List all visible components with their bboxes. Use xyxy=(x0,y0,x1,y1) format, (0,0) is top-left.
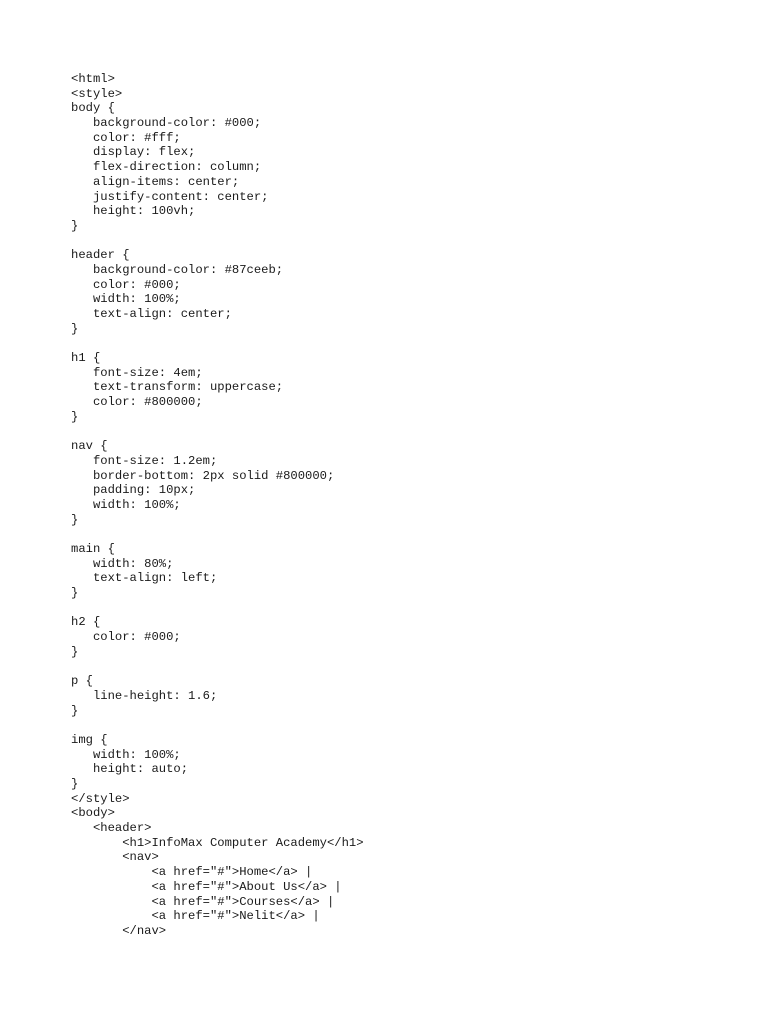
code-line: height: auto; xyxy=(71,762,189,777)
code-line: } xyxy=(71,586,79,601)
code-line: font-size: 1.2em; xyxy=(71,453,218,468)
code-line: <a href="#">Home</a> | xyxy=(71,865,313,880)
code-line xyxy=(71,718,364,733)
code-line: background-color: #87ceeb; xyxy=(71,262,284,277)
code-line: text-align: left; xyxy=(71,571,218,586)
code-line: text-align: center; xyxy=(71,307,232,321)
code-line: background-color: #000; xyxy=(71,116,262,131)
code-line: header { xyxy=(71,248,130,263)
code-line: </style> xyxy=(71,791,130,806)
code-line xyxy=(71,660,364,675)
code-line: <a href="#">About Us</a> | xyxy=(71,879,342,894)
code-line: <html> xyxy=(71,72,115,86)
code-line: } xyxy=(71,777,79,791)
code-line: justify-content: center; xyxy=(71,189,269,204)
code-line: body { xyxy=(71,101,115,116)
code-line: <body> xyxy=(71,806,115,821)
code-line: } xyxy=(71,512,79,527)
code-line: nav { xyxy=(71,439,108,454)
code-line xyxy=(71,234,364,249)
code-line: </nav> xyxy=(71,923,167,938)
code-line: } xyxy=(71,644,79,659)
code-line: main { xyxy=(71,542,115,556)
code-line: font-size: 4em; xyxy=(71,365,203,380)
code-line: border-bottom: 2px solid #800000; xyxy=(71,468,335,483)
code-line: } xyxy=(71,218,79,233)
code-line: width: 100%; xyxy=(71,497,181,512)
code-listing xyxy=(71,72,364,939)
code-line: <header> xyxy=(71,821,152,836)
code-line: <a href="#">Nelit</a> | xyxy=(71,909,320,924)
code-line: padding: 10px; xyxy=(71,483,196,498)
code-line: width: 100%; xyxy=(71,747,181,762)
code-line: align-items: center; xyxy=(71,174,240,189)
code-line: h1 { xyxy=(71,351,101,366)
code-line: line-height: 1.6; xyxy=(71,688,218,703)
code-line: <h1>InfoMax Computer Academy</h1> xyxy=(71,835,364,850)
code-line: <style> xyxy=(71,86,123,101)
code-line xyxy=(71,601,364,616)
code-line: color: #000; xyxy=(71,277,181,292)
code-line: text-transform: uppercase; xyxy=(71,380,284,395)
code-line: flex-direction: column; xyxy=(71,160,262,175)
code-line: <a href="#">Courses</a> | xyxy=(71,894,335,909)
code-line: color: #fff; xyxy=(71,130,181,145)
code-line: } xyxy=(71,703,79,718)
code-line xyxy=(71,527,364,542)
code-line: } xyxy=(71,409,79,424)
code-line: height: 100vh; xyxy=(71,204,196,219)
code-line: img { xyxy=(71,732,108,747)
code-line: h2 { xyxy=(71,615,101,630)
code-line xyxy=(71,336,364,351)
code-line: <nav> xyxy=(71,850,159,865)
code-line: display: flex; xyxy=(71,145,196,160)
code-line: } xyxy=(71,321,79,336)
code-line xyxy=(71,425,364,440)
code-line: p { xyxy=(71,674,93,689)
code-line: color: #800000; xyxy=(71,395,203,410)
code-line: width: 80%; xyxy=(71,556,174,571)
code-line: width: 100%; xyxy=(71,292,181,307)
code-line: color: #000; xyxy=(71,630,181,645)
